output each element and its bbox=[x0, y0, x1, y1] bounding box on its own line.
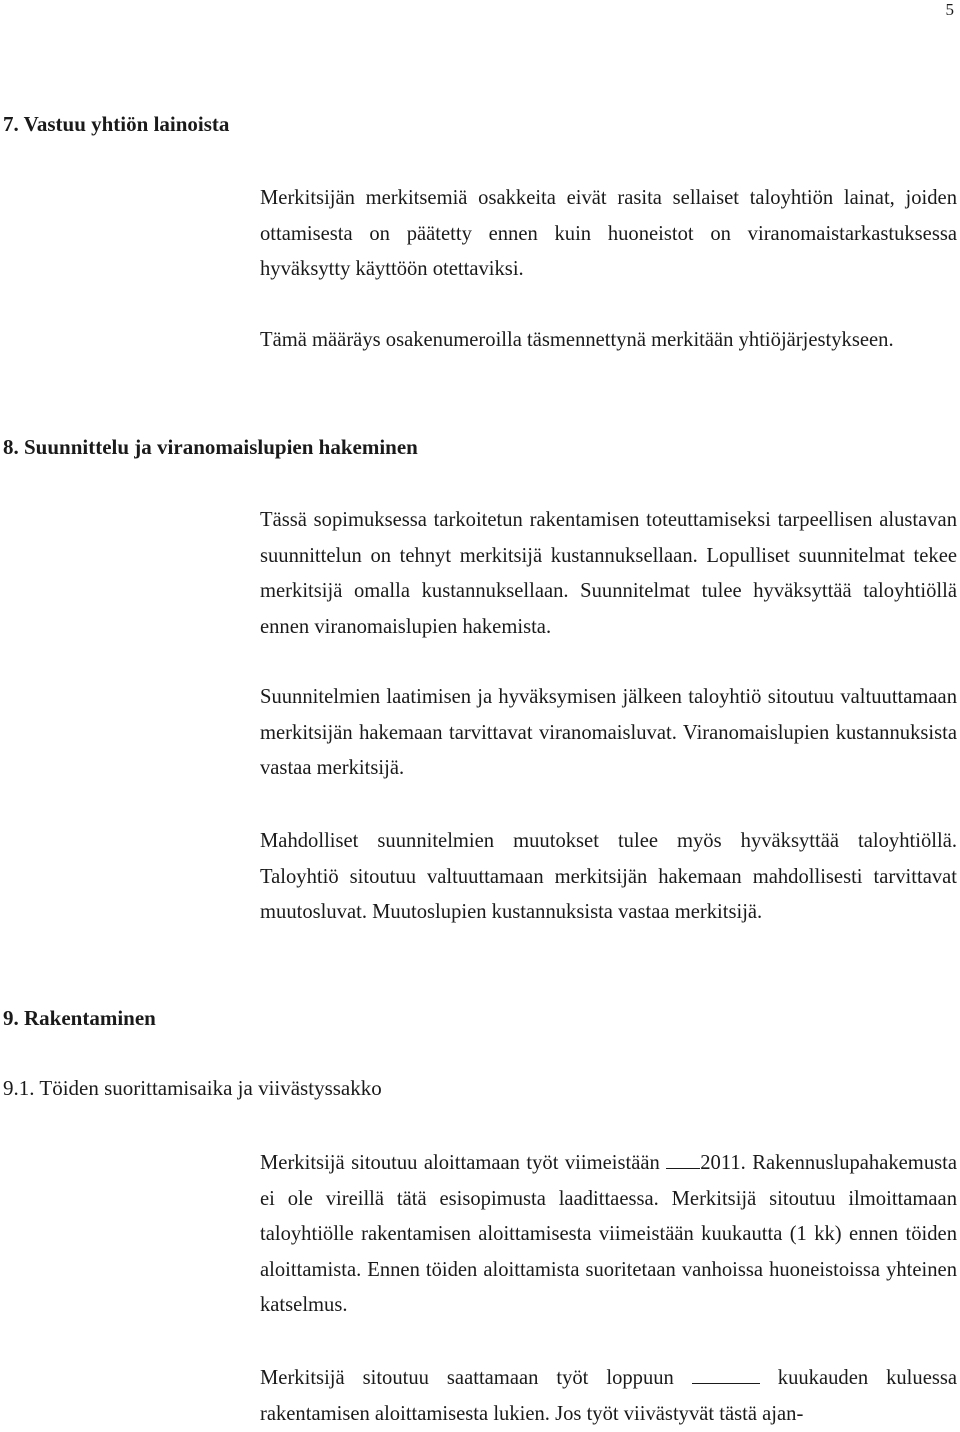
section-8-heading: 8. Suunnittelu ja viranomaislupien hakeminen bbox=[3, 435, 418, 459]
section-8-paragraph-2: Suunnitelmien laatimisen ja hyväksymisen jälkeen taloyhtiö sitoutuu valtuuttamaan merkitsijän hakemaan tarvittavat viranomaisluvat. Viranomaislupien kustannuksista vastaa merkitsijä. bbox=[260, 686, 957, 779]
start-year: 2011 bbox=[700, 1152, 741, 1174]
section-7-paragraph-1: Merkitsijän merkitsemiä osakkeita eivät rasita sellaiset taloyhtiön lainat, joiden ottamisesta on päätetty ennen kuin huoneistot on viranomaistarkastuksessa hyväksytty käyttöön otettaviksi. bbox=[260, 187, 957, 280]
section-9-1-heading: 9.1. Töiden suorittamisaika ja viivästyssakko bbox=[3, 1076, 382, 1100]
start-deadline-text: Merkitsijä sitoutuu aloittamaan työt viimeistään bbox=[260, 1152, 667, 1174]
page-number: 5 bbox=[945, 0, 954, 19]
section-8-paragraph-1: Tässä sopimuksessa tarkoitetun rakentamisen toteuttamiseksi tarpeellisen alustavan suunnittelun on tehnyt merkitsijä kustannuksellaan. Lopulliset suunnitelmat tekee merkitsijä omalla kustannuksellaan. Suunnitelmat tulee hyväksyttää taloyhtiöllä ennen viranomaislupien hakemista. bbox=[260, 509, 957, 638]
start-date-blank bbox=[666, 1147, 700, 1169]
section-7-heading: 7. Vastuu yhtiön lainoista bbox=[3, 112, 230, 136]
section-9-1-paragraph-2 bbox=[260, 1361, 957, 1432]
section-9-1-paragraph-1 bbox=[260, 1146, 957, 1324]
completion-months-blank bbox=[692, 1362, 760, 1384]
section-9-heading: 9. Rakentaminen bbox=[3, 1006, 156, 1030]
start-deadline-rest: . Rakennuslupahakemusta ei ole vireillä tätä esisopimusta laadittaessa. Merkitsijä sitoutuu ilmoittamaan taloyhtiölle rakentamisen aloittamisesta viimeistään kuukautta (1 kk) ennen töiden aloittamista. Ennen töiden aloittamista suoritetaan vanhoissa huoneistoissa yhteinen katselmus. bbox=[260, 1152, 957, 1316]
section-7-paragraph-2: Tämä määräys osakenumeroilla täsmennettynä merkitään yhtiöjärjestykseen. bbox=[260, 329, 894, 351]
completion-text: Merkitsijä sitoutuu saattamaan työt loppuun bbox=[260, 1367, 692, 1389]
section-8-paragraph-3: Mahdolliset suunnitelmien muutokset tulee myös hyväksyttää taloyhtiöllä. Taloyhtiö sitoutuu valtuuttamaan merkitsijän hakemaan mahdollisesti tarvittavat muutosluvat. Muutoslupien kustannuksista vastaa merkitsijä. bbox=[260, 830, 957, 923]
completion-rest: kuukauden kuluessa rakentamisen aloittamisesta lukien. Jos työt viivästyvät tästä ajan- bbox=[260, 1367, 958, 1425]
